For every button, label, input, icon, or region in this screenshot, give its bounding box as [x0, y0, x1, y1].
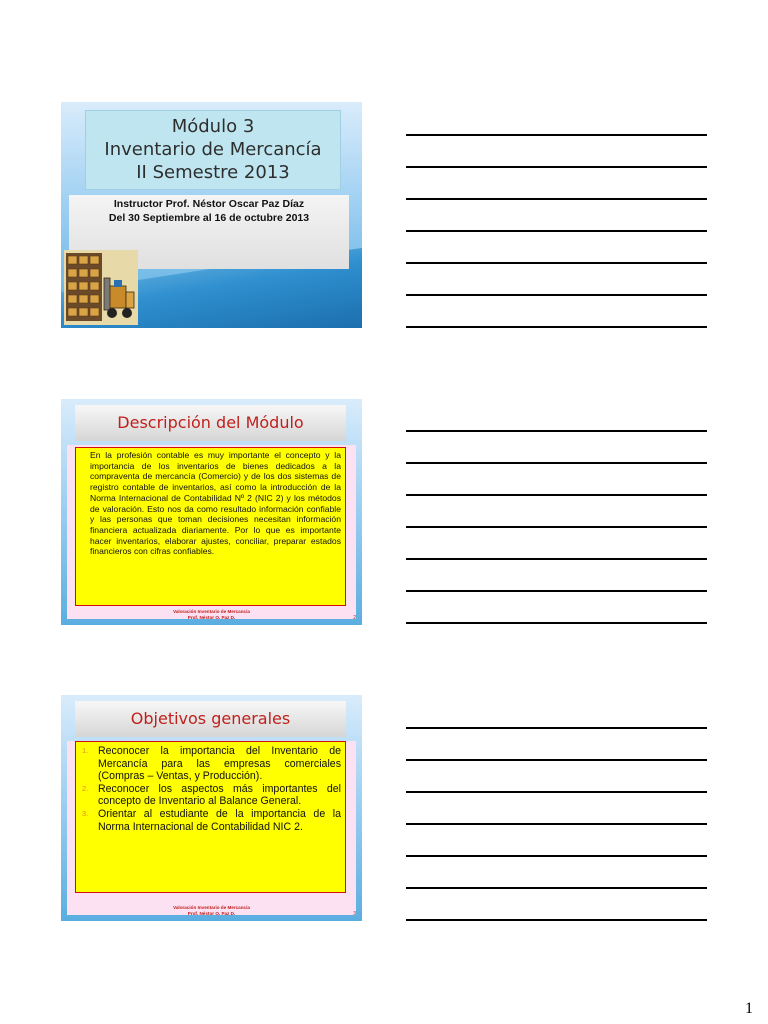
footer-line-2: Prof. Néstor O. Paz D. [187, 615, 236, 620]
note-line [406, 727, 707, 729]
list-item [82, 808, 341, 833]
list-text: Reconocer la importancia del Inventario de Mercancía para las empresas comerciales (Compras – Ventas, y Producción). [98, 745, 341, 783]
note-line [406, 590, 707, 592]
slide-page-number: 2 [353, 615, 356, 621]
page-number: 1 [745, 1000, 753, 1017]
list-number: 3. [82, 808, 89, 818]
slide-title: Objetivos generales [75, 701, 346, 737]
slide-title-line-1: Módulo 3 [171, 116, 255, 137]
note-line [406, 791, 707, 793]
slide-title-line-3: II Semestre 2013 [136, 162, 290, 183]
slide-1 [61, 102, 362, 328]
slide-footer [61, 609, 362, 621]
objectives-box [75, 741, 346, 893]
description-text: En la profesión contable es muy importante el concepto y la importancia de los inventarios de bienes dedicados a la compraventa de mercancía (Comercio) y de los dos sistemas de registro contable de inventarios, así como la introducción de la Norma Internacional de Contabilidad Nº 2 (NIC 2) y los métodos de valoración. Esto nos da como resultado información confiable y las personas que toman decisiones necesitan información financiera actualizada diariamente. Por lo que es importante hacer inventarios, elaborar ajustes, conciliar, preparar estados financieros con cifras confiables. [75, 447, 346, 606]
note-line [406, 262, 707, 264]
list-text: Reconocer los aspectos más importantes del concepto de Inventario al Balance General. [98, 782, 341, 808]
slide-title-line-2: Inventario de Mercancía [104, 139, 322, 160]
note-line [406, 430, 707, 432]
instructor-text [69, 197, 349, 225]
note-line [406, 134, 707, 136]
note-line [406, 294, 707, 296]
footer-line-1: Valoración Inventario de Mercancía [173, 905, 250, 910]
note-line [406, 823, 707, 825]
slide-title: Descripción del Módulo [75, 405, 346, 441]
list-item [82, 783, 341, 808]
note-line [406, 622, 707, 624]
list-number: 2. [82, 783, 89, 793]
objectives-list [82, 745, 341, 833]
slide-2 [61, 399, 362, 625]
list-number: 1. [82, 746, 89, 755]
list-item [82, 745, 341, 783]
footer-line-2: Prof. Néstor O. Paz D. [187, 911, 236, 916]
note-line [406, 919, 707, 921]
instructor-name: Instructor Prof. Néstor Oscar Paz Díaz [113, 198, 305, 210]
note-line [406, 558, 707, 560]
warehouse-forklift-image [64, 250, 138, 325]
list-text: Orientar al estudiante de la importancia de la Norma Internacional de Contabilidad NIC 2. [98, 807, 341, 833]
note-line [406, 198, 707, 200]
course-dates: Del 30 Septiembre al 16 de octubre 2013 [108, 212, 310, 224]
note-line [406, 326, 707, 328]
slide-page-number: 3 [353, 911, 356, 917]
note-line [406, 526, 707, 528]
note-line [406, 759, 707, 761]
note-line [406, 887, 707, 889]
note-line [406, 230, 707, 232]
slide-3 [61, 695, 362, 921]
note-line [406, 166, 707, 168]
note-line [406, 494, 707, 496]
note-line [406, 462, 707, 464]
slide-footer [61, 905, 362, 917]
footer-line-1: Valoración Inventario de Mercancía [173, 609, 250, 614]
note-line [406, 855, 707, 857]
slide-title-box [85, 110, 341, 190]
